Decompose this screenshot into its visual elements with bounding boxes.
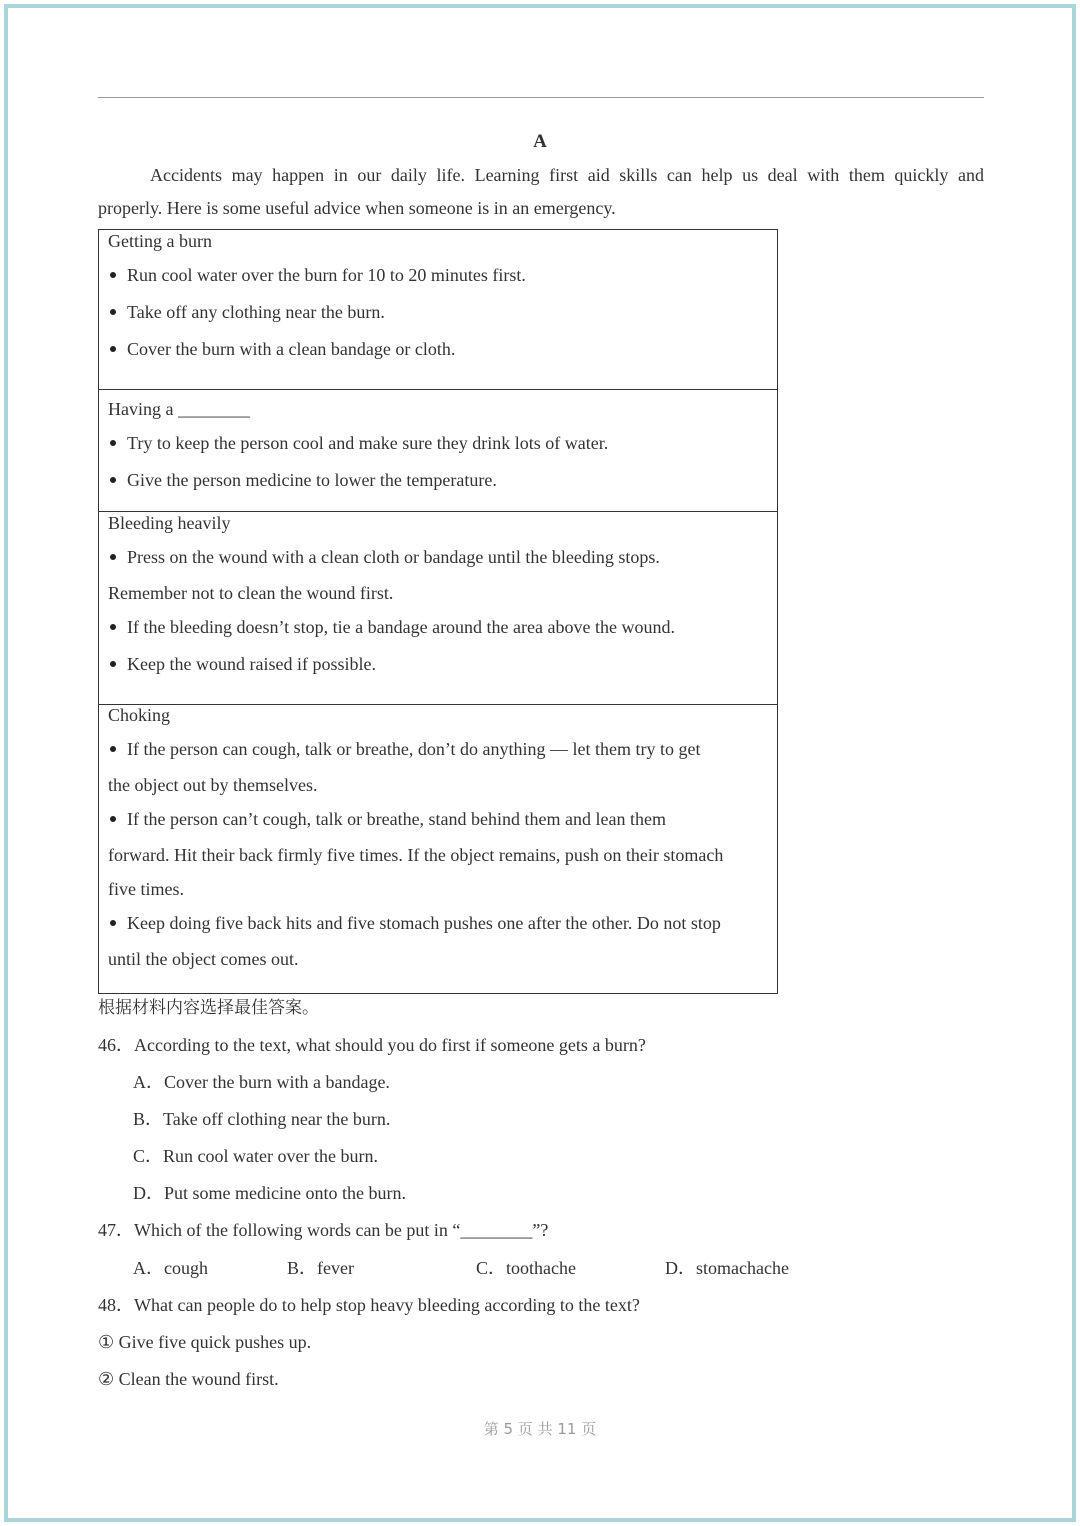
choking-item-continued: forward. Hit their back firmly five times. If the object remains, push on their stomach xyxy=(108,845,724,865)
bleeding-heading: Bleeding heavily xyxy=(108,513,231,533)
instruction: 根据材料内容选择最佳答案。 xyxy=(98,998,319,1018)
question-47: 47．Which of the following words can be put in “________”? xyxy=(98,1220,549,1240)
fever-item: Give the person medicine to lower the temperature. xyxy=(127,470,497,490)
bullet-icon xyxy=(110,624,116,630)
bullet-icon xyxy=(110,816,116,822)
page-number: 第 5 页 共 11 页 xyxy=(483,1420,597,1438)
q47-option-d: D．stomachache xyxy=(665,1258,789,1278)
choking-item-continued: five times. xyxy=(108,879,184,899)
choking-item: If the person can’t cough, talk or breathe, stand behind them and lean them xyxy=(127,809,666,829)
bullet-icon xyxy=(110,346,116,352)
bullet-icon xyxy=(110,746,116,752)
table-divider xyxy=(98,704,778,705)
q46-option-a: A．Cover the burn with a bandage. xyxy=(133,1072,390,1092)
question-46: 46．According to the text, what should you do first if someone gets a burn? xyxy=(98,1035,646,1055)
choking-heading: Choking xyxy=(108,705,171,725)
q47-option-b: B．fever xyxy=(287,1258,354,1278)
choking-item: If the person can cough, talk or breathe, don’t do anything — let them try to get xyxy=(127,739,701,759)
section-title: A xyxy=(533,131,547,152)
intro-line-1: Accidents may happen in our daily life. Learning first aid skills can help us deal with them quickly and xyxy=(150,165,984,185)
q46-option-d: D．Put some medicine onto the burn. xyxy=(133,1183,406,1203)
burn-item: Take off any clothing near the burn. xyxy=(127,302,385,322)
bullet-icon xyxy=(110,661,116,667)
choking-item-continued: until the object comes out. xyxy=(108,949,299,969)
q47-option-c: C．toothache xyxy=(476,1258,576,1278)
burn-item: Cover the burn with a clean bandage or cloth. xyxy=(127,339,456,359)
bullet-icon xyxy=(110,309,116,315)
q48-statement-2: ② Clean the wound first. xyxy=(98,1369,279,1389)
bleeding-item-continued: Remember not to clean the wound first. xyxy=(108,583,394,603)
header-rule xyxy=(98,97,984,98)
q48-statement-1: ① Give five quick pushes up. xyxy=(98,1332,312,1352)
q46-option-c: C．Run cool water over the burn. xyxy=(133,1146,378,1166)
fever-heading: Having a ________ xyxy=(108,399,250,419)
bullet-icon xyxy=(110,477,116,483)
bullet-icon xyxy=(110,272,116,278)
q46-option-b: B．Take off clothing near the burn. xyxy=(133,1109,391,1129)
fever-item: Try to keep the person cool and make sure they drink lots of water. xyxy=(127,433,609,453)
intro-line-2: properly. Here is some useful advice when someone is in an emergency. xyxy=(98,198,616,218)
q47-option-a: A．cough xyxy=(133,1258,208,1278)
choking-item: Keep doing five back hits and five stomach pushes one after the other. Do not stop xyxy=(127,913,721,933)
burn-heading: Getting a burn xyxy=(108,231,212,251)
table-divider xyxy=(98,389,778,390)
bullet-icon xyxy=(110,554,116,560)
bullet-icon xyxy=(110,920,116,926)
bullet-icon xyxy=(110,440,116,446)
question-48: 48．What can people do to help stop heavy bleeding according to the text? xyxy=(98,1295,640,1315)
bleeding-item: If the bleeding doesn’t stop, tie a bandage around the area above the wound. xyxy=(127,617,675,637)
bleeding-item: Press on the wound with a clean cloth or bandage until the bleeding stops. xyxy=(127,547,660,567)
burn-item: Run cool water over the burn for 10 to 20 minutes first. xyxy=(127,265,526,285)
choking-item-continued: the object out by themselves. xyxy=(108,775,318,795)
bleeding-item: Keep the wound raised if possible. xyxy=(127,654,376,674)
